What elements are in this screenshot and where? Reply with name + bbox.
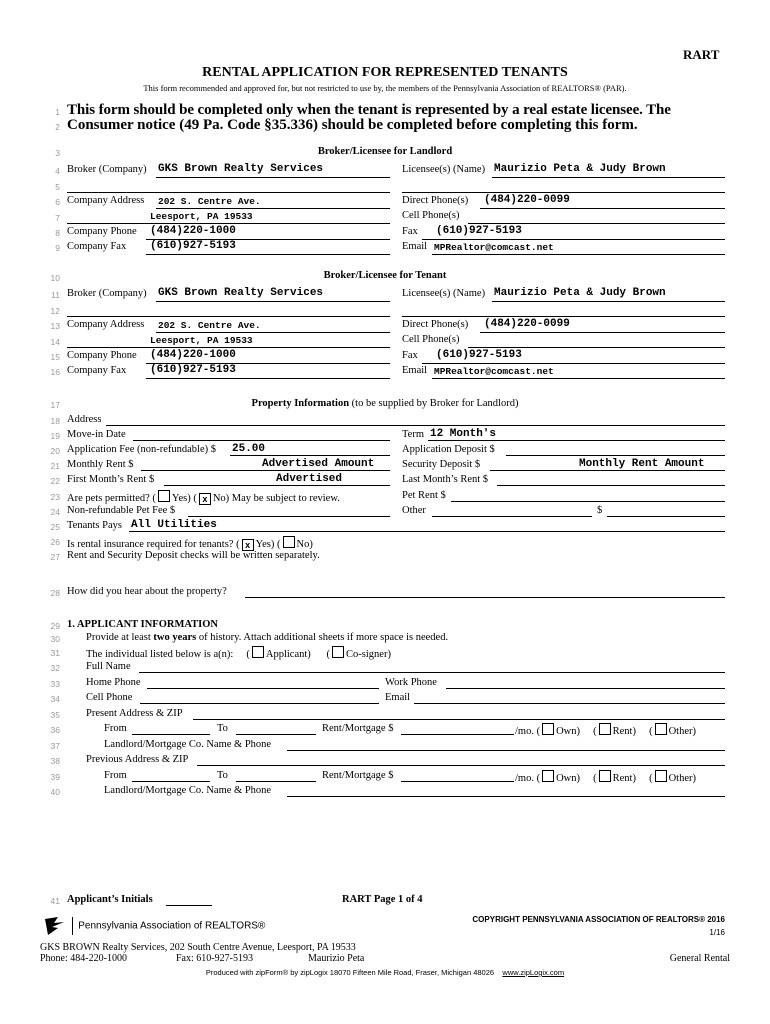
property-heading: Property Information (to be supplied by Broker for Landlord) [251, 398, 519, 409]
petfee-label: Non-refundable Pet Fee $ [67, 505, 176, 516]
firstrent-label: First Month’s Rent $ [67, 474, 155, 485]
other-amount-field[interactable] [607, 516, 725, 517]
line-number: 30 [50, 634, 60, 644]
previous-address-label: Previous Address & ZIP [86, 754, 189, 765]
line-number: 13 [50, 321, 60, 331]
landlord-heading: Broker/Licensee for Landlord [317, 146, 453, 157]
petrent-label: Pet Rent $ [402, 490, 446, 501]
present-landlord-label: Landlord/Mortgage Co. Name & Phone [104, 739, 272, 750]
cellphone-label: Cell Phone [86, 692, 133, 703]
tenant-email-field[interactable]: MPRealtor@comcast.net [434, 366, 554, 377]
hear-label: How did you hear about the property? [67, 586, 227, 597]
line-number: 8 [55, 228, 60, 238]
line-number: 7 [55, 213, 60, 223]
form-name: General Rental [669, 953, 730, 964]
homephone-field[interactable] [147, 688, 379, 689]
previous-rentmort-label: Rent/Mortgage $ [322, 770, 394, 781]
landlord-broker-field[interactable]: GKS Brown Realty Services [158, 163, 324, 175]
tenant-address1-field[interactable]: 202 S. Centre Ave. [158, 320, 261, 331]
landlord-cfax-field[interactable]: (610)927-5193 [150, 240, 236, 252]
line-number: 32 [50, 663, 60, 673]
property-address-label: Address [67, 414, 102, 425]
landlord-email-label: Email [402, 241, 428, 252]
line-number: 1 [55, 107, 60, 117]
fax-line: Fax: 610-927-5193 [176, 953, 253, 964]
line-number: 29 [50, 621, 60, 631]
insurance-yes-checkbox[interactable]: x [242, 539, 254, 551]
present-rent-checkbox[interactable] [599, 723, 611, 735]
tenant-phone-label: Company Phone [67, 350, 137, 361]
form-code: RART [683, 47, 720, 62]
workphone-label: Work Phone [385, 677, 437, 688]
landlord-address1-field[interactable]: 202 S. Centre Ave. [158, 196, 261, 207]
line-number: 38 [50, 756, 60, 766]
line-number: 16 [50, 367, 60, 377]
company-line: GKS BROWN Realty Services, 202 South Centre Avenue, Leesport, PA 19533 [40, 942, 356, 953]
previous-address-field[interactable] [197, 765, 725, 766]
line-number: 24 [50, 507, 60, 517]
appdep-field[interactable] [506, 455, 725, 456]
checks-note: Rent and Security Deposit checks will be written separately. [67, 550, 320, 561]
landlord-cfax-label: Company Fax [67, 241, 127, 252]
tenantpays-field[interactable]: All Utilities [131, 519, 217, 531]
line-number: 31 [50, 648, 60, 658]
other-dollar: $ [597, 505, 603, 516]
landlord-broker-label: Broker (Company) [67, 164, 147, 175]
landlord-email-field[interactable]: MPRealtor@comcast.net [434, 242, 554, 253]
ziplogix-link[interactable]: www.zipLogix.com [502, 968, 565, 977]
present-to-label: To [217, 723, 228, 734]
line-number: 12 [50, 306, 60, 316]
landlord-phone-field[interactable]: (484)220-1000 [150, 225, 236, 237]
present-address-field[interactable] [193, 719, 725, 720]
line-number: 18 [50, 416, 60, 426]
tenant-address2-field[interactable]: Leesport, PA 19533 [150, 335, 253, 346]
initials-field[interactable] [166, 905, 212, 906]
page-subtitle: This form recommended and approved for, but not restricted to use by, the members of the Pennsylvania Association of REALTORS® (PAR). [143, 83, 627, 93]
other-label: Other [402, 505, 426, 516]
intro-line-2: Consumer notice (49 Pa. Code §35.336) should be completed before completing this form. [67, 117, 638, 133]
insurance-no-checkbox[interactable] [283, 536, 295, 548]
line-number: 33 [50, 679, 60, 689]
present-own-checkbox[interactable] [542, 723, 554, 735]
history-note: Provide at least two years of history. Attach additional sheets if more space is needed. [86, 632, 449, 643]
landlord-licensee-field[interactable]: Maurizio Peta & Judy Brown [494, 163, 666, 175]
lastrent-label: Last Month’s Rent $ [402, 474, 489, 485]
petfee-field[interactable] [188, 516, 390, 517]
listed-row: The individual listed below is a(n): ( Applicant) ( Co-signer) [86, 646, 391, 660]
landlord-direct-label: Direct Phone(s) [402, 195, 469, 206]
line-number: 11 [51, 290, 60, 300]
line-number: 15 [50, 352, 60, 362]
line-number: 27 [50, 552, 60, 562]
copyright: COPYRIGHT PENNSYLVANIA ASSOCIATION OF REALTORS® 2016 [472, 915, 725, 924]
present-from-label: From [104, 723, 127, 734]
par-logo-icon [44, 915, 66, 937]
other-field[interactable] [432, 516, 592, 517]
intro-line-1: This form should be completed only when the tenant is represented by a real estate licensee. The [67, 102, 671, 118]
previous-from-field[interactable] [132, 781, 210, 782]
landlord-address-label: Company Address [67, 195, 145, 206]
previous-rentmort-field[interactable] [401, 781, 514, 782]
line-number: 21 [50, 461, 60, 471]
tenant-licensee-field[interactable]: Maurizio Peta & Judy Brown [494, 287, 666, 299]
page-number: RART Page 1 of 4 [342, 894, 423, 905]
line-number: 35 [50, 710, 60, 720]
tenant-broker-field[interactable]: GKS Brown Realty Services [158, 287, 324, 299]
cosigner-checkbox[interactable] [332, 646, 344, 658]
line-number: 9 [55, 243, 60, 253]
line-number: 25 [50, 522, 60, 532]
line-number: 10 [50, 273, 60, 283]
rent-field[interactable]: Advertised Amount [262, 458, 375, 470]
applicant-heading: 1. APPLICANT INFORMATION [67, 619, 218, 630]
tenant-cfax-label: Company Fax [67, 365, 127, 376]
previous-landlord-label: Landlord/Mortgage Co. Name & Phone [104, 785, 272, 796]
present-tenure-row: /mo. ( Own) ( Rent) ( Other) [515, 723, 696, 737]
pets-row: Are pets permitted? ( Yes) ( x No) May be subject to review. [67, 490, 340, 505]
landlord-licensee-label: Licensee(s) (Name) [402, 164, 486, 175]
present-address-label: Present Address & ZIP [86, 708, 183, 719]
line-number: 5 [55, 182, 60, 192]
landlord-address2-field[interactable]: Leesport, PA 19533 [150, 211, 253, 222]
landlord-fax-label: Fax [402, 226, 418, 237]
tenant-direct-label: Direct Phone(s) [402, 319, 469, 330]
appdep-label: Application Deposit $ [402, 444, 495, 455]
line-number: 41 [50, 896, 60, 906]
line-number: 22 [50, 476, 60, 486]
page-title: RENTAL APPLICATION FOR REPRESENTED TENANTS [202, 65, 568, 80]
produced-line: Produced with zipForm® by zipLogix 18070 Fifteen Mile Road, Fraser, Michigan 48026 www.zipLogix.com [205, 968, 565, 977]
petrent-field[interactable] [451, 501, 725, 502]
initials-label: Applicant’s Initials [67, 894, 153, 905]
line-number: 39 [50, 772, 60, 782]
line-number: 23 [50, 492, 60, 502]
tenant-cell-label: Cell Phone(s) [402, 334, 460, 345]
line-number: 3 [55, 148, 60, 158]
landlord-fax-field[interactable]: (610)927-5193 [436, 225, 522, 237]
firstrent-field[interactable]: Advertised [276, 473, 343, 485]
line-number: 2 [55, 122, 60, 132]
tenant-phone-field[interactable]: (484)220-1000 [150, 349, 236, 361]
phone-line: Phone: 484-220-1000 [40, 953, 127, 964]
present-rentmort-field[interactable] [401, 734, 514, 735]
secdep-label: Security Deposit $ [402, 459, 481, 470]
movein-label: Move-in Date [67, 429, 126, 440]
applicant-checkbox[interactable] [252, 646, 264, 658]
landlord-cell-label: Cell Phone(s) [402, 210, 460, 221]
secdep-field[interactable]: Monthly Rent Amount [579, 458, 705, 470]
present-to-field[interactable] [236, 734, 316, 735]
tenantpays-label: Tenants Pays [67, 520, 122, 531]
line-number: 28 [50, 588, 60, 598]
line-number: 26 [50, 537, 60, 547]
fullname-field[interactable] [139, 672, 725, 673]
previous-own-checkbox[interactable] [542, 770, 554, 782]
line-number: 37 [50, 741, 60, 751]
tenant-broker-label: Broker (Company) [67, 288, 147, 299]
hear-field[interactable] [245, 597, 725, 598]
tenant-fax-field[interactable]: (610)927-5193 [436, 349, 522, 361]
tenant-fax-label: Fax [402, 350, 418, 361]
pets-yes-checkbox[interactable] [158, 490, 170, 502]
landlord-phone-label: Company Phone [67, 226, 137, 237]
previous-to-label: To [217, 770, 228, 781]
term-label: Term [402, 429, 425, 440]
email-field[interactable] [414, 703, 725, 704]
tenant-email-label: Email [402, 365, 428, 376]
par-logo: Pennsylvania Association of REALTORS® [44, 915, 265, 937]
appfee-field[interactable]: 25.00 [232, 443, 266, 455]
workphone-field[interactable] [446, 688, 725, 689]
appfee-label: Application Fee (non-refundable) $ [67, 444, 216, 455]
movein-field[interactable] [133, 440, 390, 441]
line-number: 19 [50, 431, 60, 441]
tenant-heading: Broker/Licensee for Tenant [323, 270, 447, 281]
email-label: Email [385, 692, 411, 703]
fullname-label: Full Name [86, 661, 131, 672]
cellphone-field[interactable] [140, 703, 379, 704]
landlord-direct-field[interactable]: (484)220-0099 [484, 194, 570, 206]
previous-landlord-field[interactable] [287, 796, 725, 797]
revision: 1/16 [709, 928, 725, 937]
tenant-cfax-field[interactable]: (610)927-5193 [150, 364, 236, 376]
line-number: 6 [55, 197, 60, 207]
tenant-direct-field[interactable]: (484)220-0099 [484, 318, 570, 330]
property-address-field[interactable] [106, 425, 725, 426]
tenant-address-label: Company Address [67, 319, 145, 330]
insurance-row: Is rental insurance required for tenants? ( x Yes) ( No) [67, 536, 313, 551]
term-field[interactable]: 12 Month's [430, 428, 497, 440]
previous-rent-checkbox[interactable] [599, 770, 611, 782]
previous-from-label: From [104, 770, 127, 781]
previous-other-checkbox[interactable] [655, 770, 667, 782]
previous-to-field[interactable] [236, 781, 316, 782]
lastrent-field[interactable] [497, 485, 725, 486]
line-number: 40 [50, 787, 60, 797]
rent-label: Monthly Rent $ [67, 459, 134, 470]
line-number: 20 [50, 446, 60, 456]
line-number: 36 [50, 725, 60, 735]
pets-no-checkbox[interactable]: x [199, 493, 211, 505]
line-number: 14 [50, 337, 60, 347]
present-rentmort-label: Rent/Mortgage $ [322, 723, 394, 734]
previous-tenure-row: /mo. ( Own) ( Rent) ( Other) [515, 770, 696, 784]
line-number: 4 [55, 166, 60, 176]
present-from-field[interactable] [132, 734, 210, 735]
present-landlord-field[interactable] [287, 750, 725, 751]
homephone-label: Home Phone [86, 677, 141, 688]
agent-name: Maurizio Peta [308, 953, 365, 964]
present-other-checkbox[interactable] [655, 723, 667, 735]
line-number: 34 [50, 694, 60, 704]
tenant-licensee-label: Licensee(s) (Name) [402, 288, 486, 299]
line-number: 17 [50, 400, 60, 410]
